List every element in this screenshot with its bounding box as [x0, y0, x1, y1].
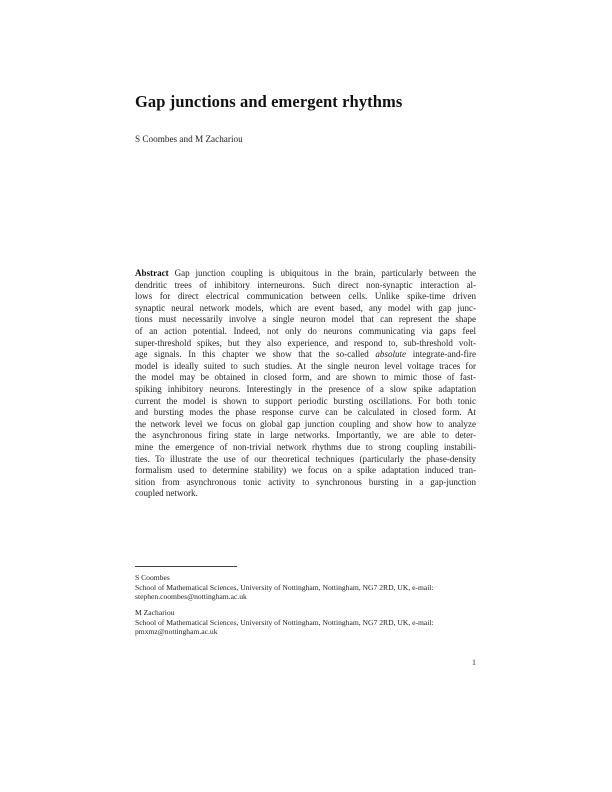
abstract-line: dendritic trees of inhibitory interneurons. Such direct non-synaptic interaction al-: [135, 279, 476, 290]
abstract-line: ties. To illustrate the use of our theoretical techniques (particularly the phase-density: [135, 453, 476, 464]
abstract-line-text: integrate-and-fire: [412, 349, 477, 360]
abstract-line: sition from asynchronous tonic activity to synchronous bursting in a gap-junction: [135, 476, 476, 487]
abstract-line: model is ideally suited to such studies. At the single neuron level voltage traces for: [135, 360, 476, 371]
abstract-line-text: age signals. In this chapter we show that the so-called: [135, 349, 369, 360]
abstract-line: coupled network.: [135, 488, 198, 499]
abstract-line: [135, 349, 476, 361]
author-line: S Coombes and M Zachariou: [135, 134, 243, 144]
abstract-line: tions must necessarily involve a single neuron model that can represent the shape: [135, 314, 476, 325]
abstract-line: spiking inhibitory neurons. Interestingly in the presence of a slow spike adaptation: [135, 383, 476, 394]
abstract-line: of an action potential. Indeed, not only do neurons communicating via gaps feel: [135, 325, 476, 336]
abstract-line: lows for direct electrical communication between cells. Unlike spike-time driven: [135, 291, 476, 302]
abstract-label: Abstract: [135, 268, 169, 278]
affiliation-block: [135, 573, 476, 602]
footnote-divider: [135, 566, 237, 567]
abstract: [135, 268, 476, 500]
page-number: 1: [472, 658, 476, 667]
affiliation-name: M Zachariou: [135, 608, 175, 617]
abstract-line: formalism used to determine stability) we focus on a spike adaptation induced tran-: [135, 465, 476, 476]
emphasized-word: absolute: [375, 349, 407, 360]
abstract-line: the network level we focus on global gap junction coupling and show how to analyze: [135, 418, 476, 429]
abstract-line: mine the emergence of non-trivial network rhythms due to strong coupling instabili-: [135, 441, 476, 452]
affiliation-address: School of Mathematical Sciences, University of Nottingham, Nottingham, NG7 2RD, UK, e-mail:: [135, 582, 434, 592]
abstract-line: super-threshold spikes, but they also experience, and respond to, sub-threshold volt-: [135, 337, 476, 348]
affiliation-name: S Coombes: [135, 573, 170, 582]
abstract-line: synaptic neural network models, which are event based, any model with gap junc-: [135, 302, 476, 313]
abstract-line: [135, 268, 476, 280]
affiliation-address: School of Mathematical Sciences, University of Nottingham, Nottingham, NG7 2RD, UK, e-mail:: [135, 617, 434, 627]
affiliation-email: stephen.coombes@nottingham.ac.uk: [135, 592, 247, 602]
abstract-line: the model may be obtained in closed form, and are shown to mimic those of fast-: [135, 372, 476, 383]
abstract-line: the asynchronous firing state in large networks. Importantly, we are able to deter-: [135, 430, 476, 441]
abstract-line-text: Gap junction coupling is ubiquitous in the brain, particularly between the: [174, 268, 476, 278]
abstract-line: and bursting modes the phase response curve can be calculated in closed form. At: [135, 407, 476, 418]
affiliation-block: [135, 608, 476, 637]
abstract-line: current the model is shown to support periodic bursting oscillations. For both tonic: [135, 395, 476, 406]
paper-title: Gap junctions and emergent rhythms: [135, 92, 403, 111]
affiliation-email: pmxmz@nottingham.ac.uk: [135, 627, 218, 637]
